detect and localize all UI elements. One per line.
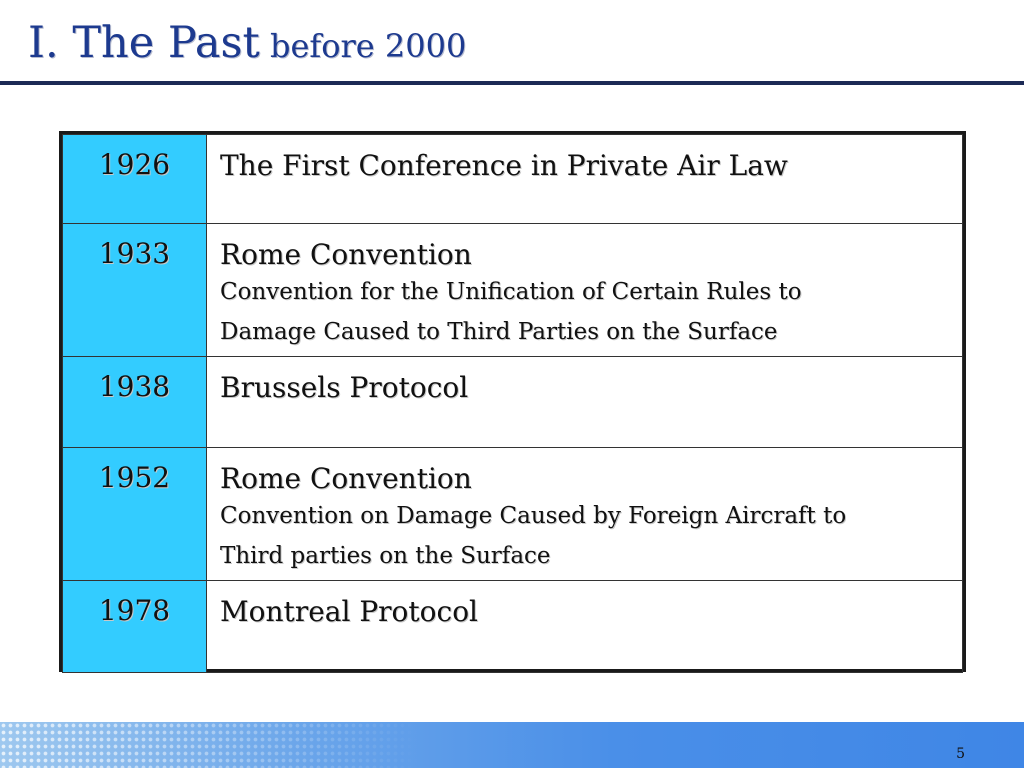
description-cell (207, 357, 963, 448)
table-row (63, 357, 963, 448)
timeline-table-grid (62, 134, 963, 673)
agreement-name: The First Conference in Private Air Law (220, 149, 788, 182)
agreement-detail-line: Third parties on the Surface (220, 543, 551, 569)
description-cell (207, 581, 963, 673)
agreement-detail-line: Convention on Damage Caused by Foreign Aircraft to (220, 503, 847, 529)
table-row (63, 581, 963, 673)
year-cell: 1952 (63, 448, 207, 581)
agreement-name: Rome Convention (220, 238, 472, 271)
title-main: Ⅰ. The Past (28, 18, 260, 68)
year-cell: 1978 (63, 581, 207, 673)
footer-band (0, 722, 1024, 768)
year-cell: 1926 (63, 135, 207, 224)
title-divider (0, 81, 1024, 85)
timeline-table (59, 131, 966, 672)
table-row (63, 224, 963, 357)
table-row (63, 448, 963, 581)
agreement-name: Montreal Protocol (220, 595, 479, 628)
year-cell: 1933 (63, 224, 207, 357)
footer-dot-pattern (0, 722, 420, 768)
agreement-name: Brussels Protocol (220, 371, 469, 404)
agreement-detail-line: Damage Caused to Third Parties on the Surface (220, 319, 778, 345)
slide-title (28, 18, 466, 68)
table-row (63, 135, 963, 224)
description-cell (207, 135, 963, 224)
description-cell (207, 224, 963, 357)
agreement-name: Rome Convention (220, 462, 472, 495)
page-number: 5 (956, 746, 965, 762)
title-subtitle: before 2000 (269, 27, 467, 65)
year-cell: 1938 (63, 357, 207, 448)
agreement-detail-line: Convention for the Unification of Certain Rules to (220, 279, 802, 305)
description-cell (207, 448, 963, 581)
